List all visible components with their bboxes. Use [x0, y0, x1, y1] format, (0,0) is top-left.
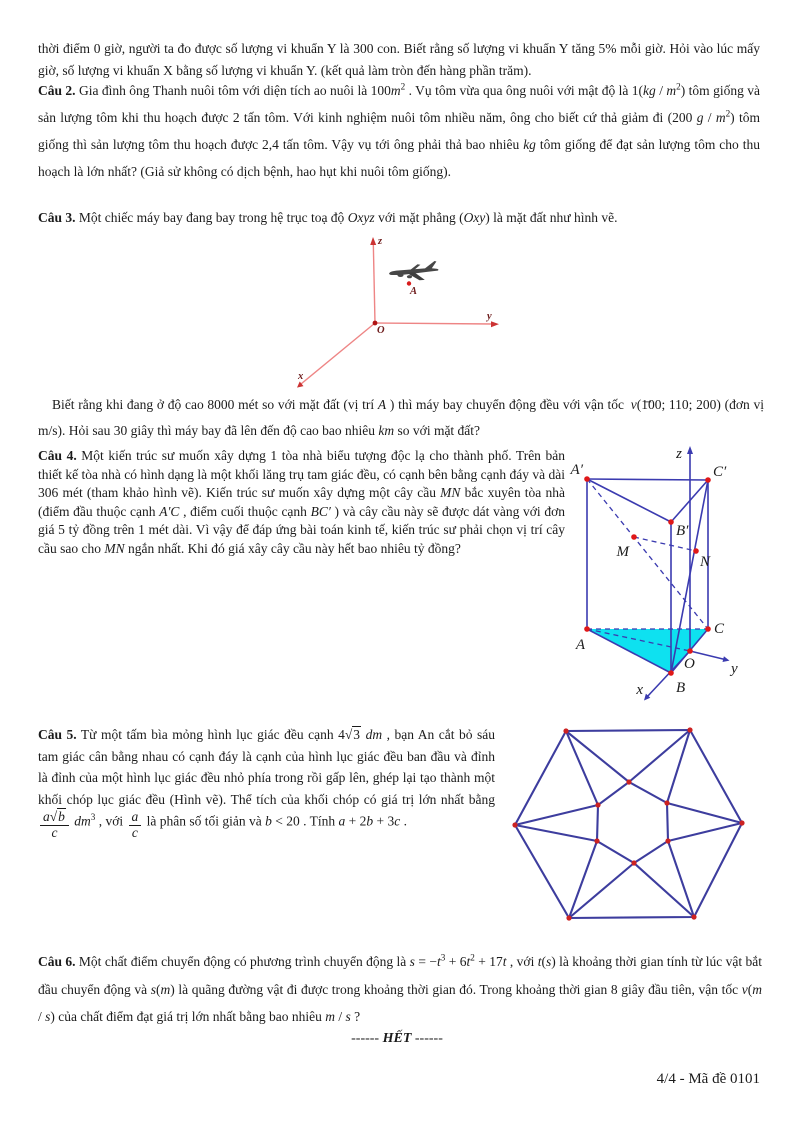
vertex-dots — [512, 727, 744, 920]
point-A-label: A — [410, 286, 418, 297]
axis-label-x: x — [298, 371, 304, 382]
vertex-label-B-prime: B′ — [676, 523, 689, 539]
vertex-label-A: A — [575, 637, 585, 653]
axis-label-y: y — [731, 661, 738, 677]
problem-2-text: Câu 2. Gia đình ông Thanh nuôi tôm với diện tích ao nuôi là $100m^2$ . Vụ tôm vừa qua ông nuôi với mật độ là $1(kg / m^2)$ tôm giống và sản lượng tôm khi thu hoạch được 2 tấn tôm. Với kinh nghiệm nuôi tôm nhiều năm, ông cho biết cứ thả giảm đi (200 g / $m^2$) tôm giống thì sản lượng tôm thu hoạch được 2,4 tấn tôm. Vậy vụ tới ông phải thả bao nhiêu kg tôm giống để đạt sản lượng tôm cho thu hoạch là lớn nhất? (Giả sử không có dịch bệnh, hao hụt khi nuôi tôm giống). — [38, 81, 760, 179]
point-label-N: N — [700, 554, 711, 570]
figure-triangular-prism — [563, 440, 758, 710]
vertex-label-C: C — [714, 621, 725, 637]
axis-label-z: z — [676, 446, 682, 462]
point-label-M: M — [616, 544, 629, 560]
airplane-icon — [389, 261, 438, 280]
vertex-label-C-prime: C′ — [713, 464, 727, 480]
z-arrowhead — [370, 237, 376, 245]
origin-label: O — [377, 325, 385, 336]
y-arrowhead — [723, 656, 730, 662]
problem-1-continuation-text: thời điểm 0 giờ, người ta đo được số lượng vi khuẩn Y là 300 con. Biết rằng số lượng vi khuẩn Y tăng 5% mỗi giờ. Hỏi vào lúc mấy giờ, số lượng vi khuẩn X bằng số lượng vi khuẩn Y. (kết quả làm tròn đến hàng phần trăm). — [38, 41, 760, 78]
vertex-label-A-prime: A′ — [570, 462, 583, 478]
problem-3-note-text: Biết rằng khi đang ở độ cao 8000 mét so với mặt đất (vị trí A ) thì máy bay chuyển động đều với vận tốc ⇀ v(100; 110; 200) (đơn vị m/s). Hỏi sau 30 giây thì máy bay đã lên đến độ cao bao nhiêu km so với mặt đất? — [38, 392, 764, 444]
z-arrowhead — [687, 446, 693, 454]
origin-label: O — [684, 656, 695, 672]
problem-3-text: Câu 3. Một chiếc máy bay đang bay trong hệ trục toạ độ Oxyz với mặt phẳng (Oxy) là mặt đất như hình vẽ. — [38, 210, 618, 225]
problem-6-text: Câu 6. Một chất điểm chuyển động có phương trình chuyển động là $s = -t^3 + 6t^2 + 17t$ , với t(s) là khoảng thời gian tính từ lúc vật bắt đầu chuyển động và s(m) là quãng đường vật đi được trong khoảng thời gian đó. Trong khoảng thời gian 8 giây đầu tiên, vận tốc v(m / s) của chất điểm đạt giá trị lớn nhất bằng bao nhiêu m / s ? — [38, 952, 762, 1024]
axis-label-z: z — [378, 236, 383, 247]
vertex-label-B: B — [676, 680, 686, 696]
hexagon-lines — [515, 730, 742, 918]
problem-4-text: Câu 4. Một kiến trúc sư muốn xây dựng 1 tòa nhà biểu tượng độc lạ cho thành phố. Trên bản thiết kế tòa nhà có hình dạng là một khối lăng trụ tam giác đều, có cạnh bên bằng cạnh đáy và dài 306 mét (tham khảo hình vẽ). Kiến trúc sư muốn xây dựng một cây cầu MN bắc xuyên tòa nhà (điểm đầu thuộc cạnh A′C , điểm cuối thuộc cạnh BC′ ) và cây cầu này sẽ được dát vàng với đơn giá 5 tỷ đồng trên 1 mét dài. Vì vậy để đáp ứng bài toán kinh tế, kiến trúc sư phải chọn vị trí cây cầu sao cho MN ngắn nhất. Khi đó giá xây cây cầu này hết bao nhiêu tỷ đồng? — [38, 448, 566, 556]
figure-hexagon — [501, 716, 759, 932]
end-marker: ------ HẾT ------ — [351, 1031, 443, 1046]
axis-label-x: x — [636, 682, 643, 698]
axes-3d — [297, 237, 499, 388]
page-footer: 4/4 - Mã đề 0101 — [656, 1071, 760, 1087]
figure-coordinate-system — [285, 230, 510, 395]
axis-label-y: y — [487, 311, 492, 322]
y-arrowhead — [491, 321, 499, 327]
problem-5-text: Câu 5. Từ một tấm bìa mỏng hình lục giác đều cạnh 4√3 dm , bạn An cắt bỏ sáu tam giác cân bằng nhau có cạnh đáy là cạnh của hình lục giác đều ban đầu và đỉnh là đỉnh của một hình lục giác đều nhỏ phía trong rồi gấp lên, ghép lại tạo thành một khối chóp lục giác đều (Hình vẽ). Thể tích của khối chóp có giá trị lớn nhất bằng $\frac{a√b}{c}$ $dm^3$ , với $\frac{a}{c}$ là phân số tối giản và b < 20 . Tính a + 2b + 3c . — [38, 727, 496, 840]
